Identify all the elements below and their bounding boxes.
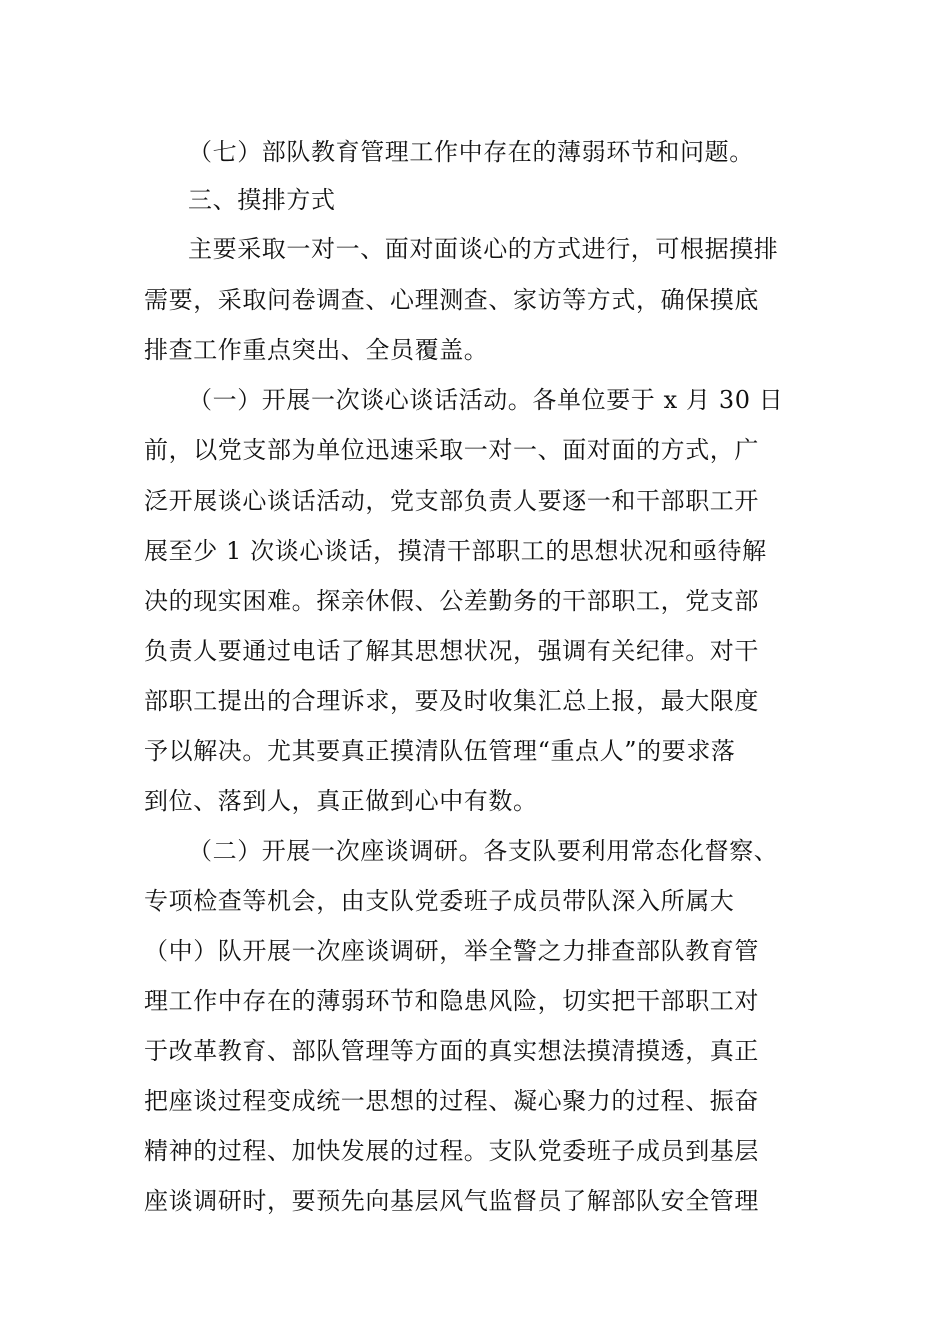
text-line: （中）队开展一次座谈调研，举全警之力排查部队教育管: [144, 937, 759, 965]
text-line: 座谈调研时，要预先向基层风气监督员了解部队安全管理: [144, 1187, 759, 1215]
text-line: （七）部队教育管理工作中存在的薄弱环节和问题。: [188, 138, 754, 166]
text-line: 前，以党支部为单位迅速采取一对一、面对面的方式，广: [144, 436, 759, 464]
text-line: （一）开展一次谈心谈话活动。各单位要于 x 月 30 日: [188, 386, 784, 414]
text-line: （二）开展一次座谈调研。各支队要利用常态化督察、: [188, 837, 779, 865]
text-line: 需要，采取问卷调查、心理测查、家访等方式，确保摸底: [144, 286, 759, 314]
text-line: 负责人要通过电话了解其思想状况，强调有关纪律。对干: [144, 637, 759, 665]
text-line: 主要采取一对一、面对面谈心的方式进行，可根据摸排: [188, 235, 779, 263]
text-line: 到位、落到人，真正做到心中有数。: [144, 787, 538, 815]
text-line: 精神的过程、加快发展的过程。支队党委班子成员到基层: [144, 1137, 759, 1165]
section-heading: 三、摸排方式: [188, 186, 336, 214]
text-line: 理工作中存在的薄弱环节和隐患风险，切实把干部职工对: [144, 987, 759, 1015]
text-line: 部职工提出的合理诉求，要及时收集汇总上报，最大限度: [144, 687, 759, 715]
text-line: 于改革教育、部队管理等方面的真实想法摸清摸透，真正: [144, 1037, 759, 1065]
text-line: 泛开展谈心谈话活动，党支部负责人要逐一和干部职工开: [144, 487, 759, 515]
text-line: 予以解决。尤其要真正摸清队伍管理“重点人”的要求落: [144, 737, 736, 765]
text-line: 决的现实困难。探亲休假、公差勤务的干部职工，党支部: [144, 587, 759, 615]
text-line: 展至少 1 次谈心谈话，摸清干部职工的思想状况和亟待解: [144, 537, 767, 565]
text-line: 专项检查等机会，由支队党委班子成员带队深入所属大: [144, 887, 735, 915]
text-line: 排查工作重点突出、全员覆盖。: [144, 336, 489, 364]
text-line: 把座谈过程变成统一思想的过程、凝心聚力的过程、振奋: [144, 1087, 759, 1115]
